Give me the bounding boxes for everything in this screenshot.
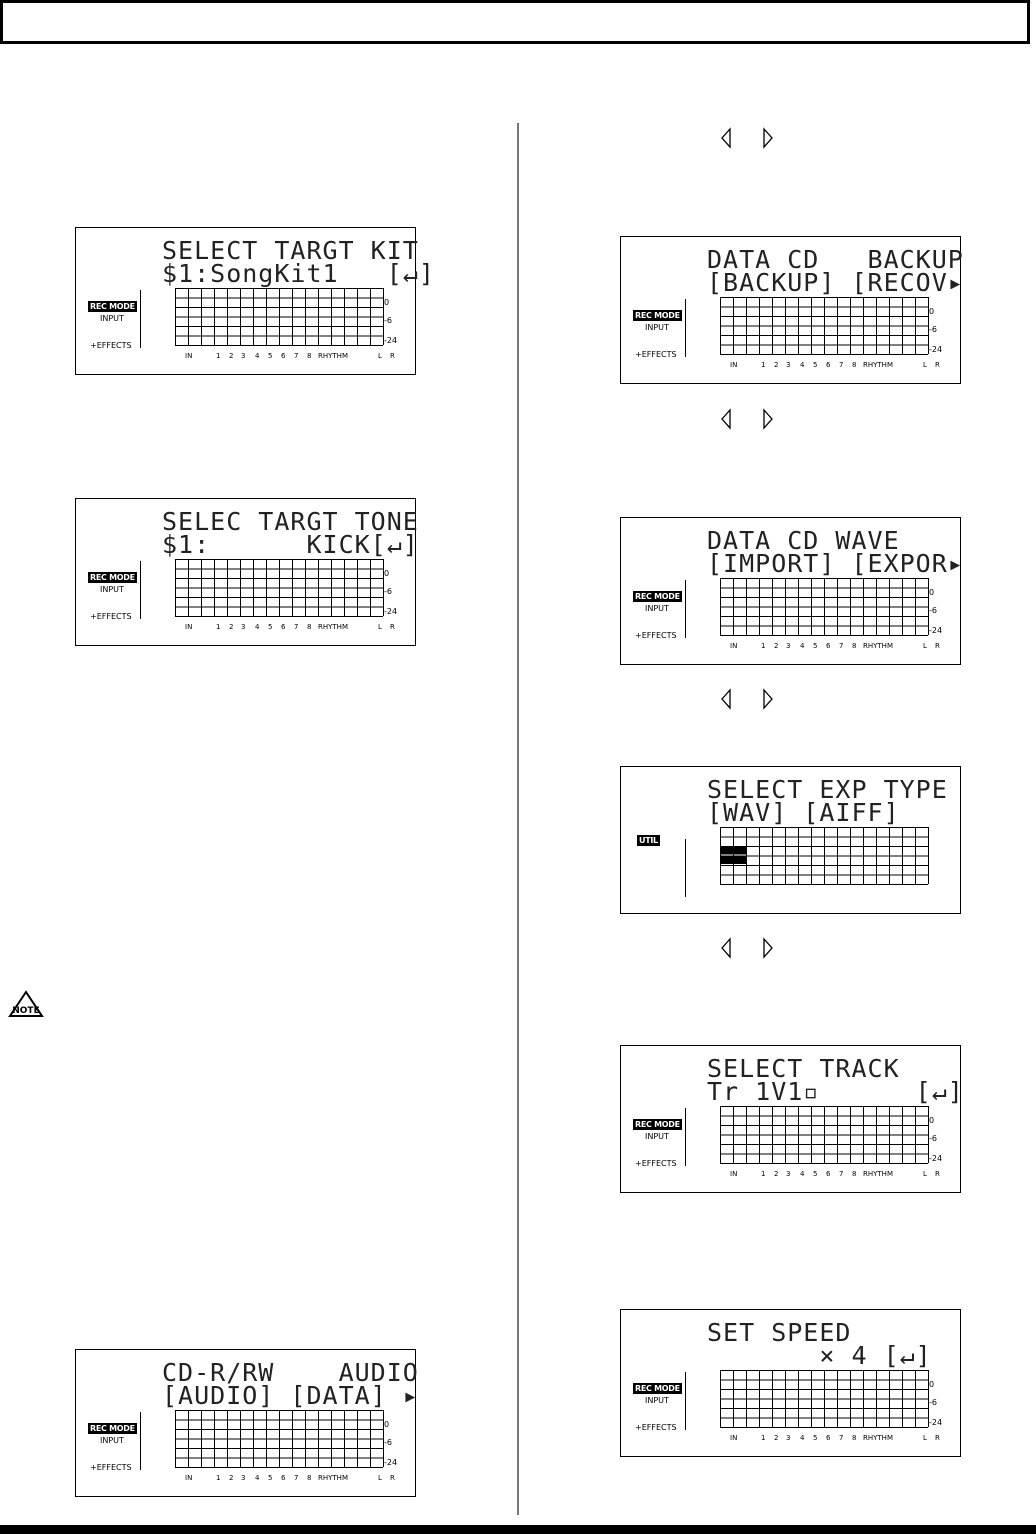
channel-label: 7 — [839, 1434, 844, 1442]
lcd-separator — [685, 1372, 686, 1430]
channel-label: IN — [730, 1434, 738, 1442]
channel-label: 4 — [800, 361, 805, 369]
channel-label: 5 — [813, 1434, 818, 1442]
channel-label: 1 — [216, 623, 221, 631]
channel-label: R — [935, 1170, 940, 1178]
db-label: -6 — [384, 316, 392, 325]
lcd-separator — [140, 1412, 141, 1470]
lcd-line-1: SELECT TARGT KIT — [162, 236, 419, 265]
channel-label: 7 — [294, 623, 299, 631]
channel-label: IN — [730, 1170, 738, 1178]
lcd-line-2: [AUDIO] [DATA] ▸ — [162, 1381, 419, 1410]
channel-label: 1 — [761, 361, 766, 369]
db-label: -6 — [384, 1438, 392, 1447]
channel-label: 1 — [761, 1434, 766, 1442]
lcd-separator — [685, 1108, 686, 1166]
lcd-line-1: DATA CD WAVE — [707, 526, 900, 555]
lcd-separator — [685, 839, 686, 897]
db-label: -24 — [929, 1154, 943, 1163]
cursor-arrows-2 — [718, 408, 788, 430]
channel-label: 1 — [761, 1170, 766, 1178]
channel-label: 3 — [241, 1474, 246, 1482]
channel-label: 5 — [268, 352, 273, 360]
level-meter-grid — [720, 1106, 929, 1164]
db-label: -6 — [929, 1398, 937, 1407]
channel-label: RHYTHM — [318, 1474, 348, 1482]
db-label: 0 — [929, 1116, 935, 1125]
input-label: INPUT — [100, 314, 124, 323]
lcd-line-2: [BACKUP] [RECOV▸ — [707, 268, 964, 297]
db-label: -6 — [384, 587, 392, 596]
channel-label: 6 — [826, 642, 831, 650]
lcd-cd-rw-audio — [75, 1349, 419, 1497]
channel-label: R — [390, 352, 395, 360]
channel-label: L — [378, 1474, 382, 1482]
channel-label: L — [923, 642, 927, 650]
channel-label: 3 — [786, 642, 791, 650]
lcd-line-1: SELECT TRACK — [707, 1054, 900, 1083]
effects-label: +EFFECTS — [635, 1423, 677, 1432]
lcd-line-2: $1:SongKit1 [↵] — [162, 259, 435, 288]
channel-label: 7 — [839, 1170, 844, 1178]
channel-label: L — [923, 1170, 927, 1178]
channel-label: L — [923, 361, 927, 369]
db-label: 0 — [384, 298, 390, 307]
channel-label: 5 — [813, 642, 818, 650]
note-icon — [6, 990, 46, 1020]
channel-label: 2 — [229, 623, 234, 631]
channel-label: 2 — [229, 352, 234, 360]
channel-label: IN — [730, 642, 738, 650]
db-label: -24 — [384, 336, 398, 345]
effects-label: +EFFECTS — [635, 350, 677, 359]
channel-label: 6 — [281, 1474, 286, 1482]
lcd-selec-targt-tone — [75, 498, 419, 646]
channel-label: 2 — [774, 642, 779, 650]
effects-label: +EFFECTS — [635, 1159, 677, 1168]
channel-label: R — [390, 1474, 395, 1482]
channel-label: IN — [185, 1474, 193, 1482]
channel-label: RHYTHM — [318, 623, 348, 631]
level-meter-grid — [175, 1410, 384, 1468]
mode-badge: REC MODE — [90, 1424, 135, 1433]
channel-label: 3 — [241, 352, 246, 360]
db-label: -24 — [929, 626, 943, 635]
lcd-line-2: Tr 1V1▫ [↵] — [707, 1077, 964, 1106]
page-header-box — [0, 0, 1030, 44]
channel-label: 2 — [774, 1434, 779, 1442]
lcd-line-2: [IMPORT] [EXPOR▸ — [707, 549, 964, 578]
lcd-select-exp-type — [620, 766, 961, 914]
channel-label: RHYTHM — [863, 1434, 893, 1442]
mode-badge: REC MODE — [635, 1120, 680, 1129]
lcd-line-2: [WAV] [AIFF] — [707, 798, 900, 827]
mode-badge: UTIL — [639, 836, 658, 845]
channel-label: 2 — [774, 1170, 779, 1178]
mode-badge: REC MODE — [635, 592, 680, 601]
db-label: -6 — [929, 325, 937, 334]
channel-label: 6 — [281, 623, 286, 631]
channel-label: L — [378, 623, 382, 631]
db-label: -6 — [929, 606, 937, 615]
input-label: INPUT — [645, 1132, 669, 1141]
channel-label: 8 — [307, 352, 312, 360]
effects-label: +EFFECTS — [90, 341, 132, 350]
lcd-line-1: CD-R/RW AUDIO — [162, 1358, 419, 1387]
db-label: 0 — [929, 588, 935, 597]
channel-label: 2 — [229, 1474, 234, 1482]
db-label: -6 — [929, 1134, 937, 1143]
db-label: 0 — [384, 569, 390, 578]
channel-label: 8 — [852, 1170, 857, 1178]
channel-label: 3 — [786, 1170, 791, 1178]
channel-label: 8 — [852, 361, 857, 369]
lcd-separator — [685, 580, 686, 638]
channel-label: 4 — [255, 623, 260, 631]
level-meter-grid — [175, 288, 384, 346]
channel-label: 7 — [839, 361, 844, 369]
level-meter-grid — [720, 578, 929, 636]
lcd-set-speed — [620, 1309, 961, 1457]
lcd-select-targt-kit — [75, 227, 435, 375]
lcd-separator — [140, 290, 141, 348]
channel-label: 7 — [294, 1474, 299, 1482]
db-label: -24 — [929, 1418, 943, 1427]
channel-label: L — [378, 352, 382, 360]
channel-label: 5 — [813, 361, 818, 369]
db-label: -24 — [929, 345, 943, 354]
channel-label: 3 — [786, 361, 791, 369]
level-meter-grid — [720, 297, 929, 355]
channel-label: 2 — [774, 361, 779, 369]
channel-label: R — [935, 361, 940, 369]
input-label: INPUT — [100, 1436, 124, 1445]
channel-label: 8 — [307, 623, 312, 631]
channel-label: 8 — [852, 1434, 857, 1442]
mode-badge: REC MODE — [635, 311, 680, 320]
channel-label: 6 — [826, 1434, 831, 1442]
channel-label: IN — [185, 352, 193, 360]
channel-label: IN — [730, 361, 738, 369]
channel-label: R — [935, 1434, 940, 1442]
channel-label: 8 — [307, 1474, 312, 1482]
lcd-line-1: SELEC TARGT TONE — [162, 507, 419, 536]
channel-label: 6 — [826, 1170, 831, 1178]
channel-label: R — [390, 623, 395, 631]
channel-label: 1 — [216, 1474, 221, 1482]
mode-badge: REC MODE — [90, 573, 135, 582]
db-label: -24 — [384, 1458, 398, 1467]
lcd-line-1: DATA CD BACKUP — [707, 245, 964, 274]
channel-label: 8 — [852, 642, 857, 650]
channel-label: RHYTHM — [863, 361, 893, 369]
channel-label: RHYTHM — [863, 642, 893, 650]
input-label: INPUT — [645, 323, 669, 332]
channel-label: 4 — [255, 352, 260, 360]
channel-label: 6 — [826, 361, 831, 369]
lcd-data-cd-wave — [620, 517, 964, 665]
channel-label: 6 — [281, 352, 286, 360]
cursor-arrows-1 — [718, 127, 788, 149]
channel-label: IN — [185, 623, 193, 631]
lcd-line-1: SELECT EXP TYPE — [707, 775, 948, 804]
mode-badge: REC MODE — [635, 1384, 680, 1393]
channel-label: 3 — [241, 623, 246, 631]
channel-label: 4 — [800, 1170, 805, 1178]
channel-label: 4 — [255, 1474, 260, 1482]
lcd-separator — [140, 561, 141, 619]
level-meter-grid — [720, 827, 929, 885]
channel-label: 7 — [839, 642, 844, 650]
svg-text:NOTE: NOTE — [12, 1006, 40, 1016]
level-meter-grid — [720, 1370, 929, 1428]
db-label: 0 — [929, 307, 935, 316]
lcd-line-2: $1: KICK[↵] — [162, 530, 419, 559]
channel-label: 1 — [216, 352, 221, 360]
db-label: 0 — [384, 1420, 390, 1429]
channel-label: RHYTHM — [863, 1170, 893, 1178]
channel-label: L — [923, 1434, 927, 1442]
input-label: INPUT — [100, 585, 124, 594]
lcd-separator — [685, 299, 686, 357]
channel-label: 7 — [294, 352, 299, 360]
cursor-arrows-4 — [718, 937, 788, 959]
cursor-arrows-3 — [718, 688, 788, 710]
page-footer-bar — [0, 1525, 1036, 1534]
lcd-line-1: SET SPEED — [707, 1318, 852, 1347]
channel-label: 1 — [761, 642, 766, 650]
effects-label: +EFFECTS — [635, 631, 677, 640]
input-label: INPUT — [645, 604, 669, 613]
lcd-select-track — [620, 1045, 964, 1193]
input-label: INPUT — [645, 1396, 669, 1405]
channel-label: 4 — [800, 642, 805, 650]
level-meter-grid — [175, 559, 384, 617]
mode-badge: REC MODE — [90, 302, 135, 311]
lcd-line-2: × 4 [↵] — [707, 1341, 932, 1370]
effects-label: +EFFECTS — [90, 1463, 132, 1472]
channel-label: 5 — [268, 1474, 273, 1482]
channel-label: 5 — [813, 1170, 818, 1178]
channel-label: 5 — [268, 623, 273, 631]
channel-label: 4 — [800, 1434, 805, 1442]
effects-label: +EFFECTS — [90, 612, 132, 621]
db-label: -24 — [384, 607, 398, 616]
lcd-data-cd-backup — [620, 236, 964, 384]
db-label: 0 — [929, 1380, 935, 1389]
channel-label: RHYTHM — [318, 352, 348, 360]
channel-label: 3 — [786, 1434, 791, 1442]
column-divider — [517, 123, 519, 1515]
channel-label: R — [935, 642, 940, 650]
